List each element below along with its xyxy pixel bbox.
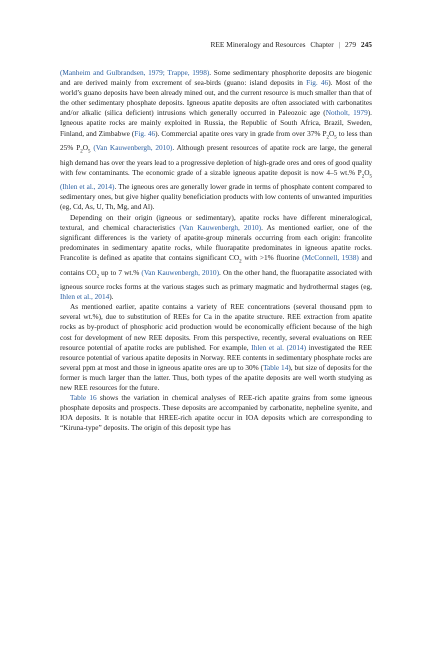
text-run: shows the variation in chemical analyses of REE-rich apatite grains from some igneous phosphate deposits and prospects. These deposits are accompanied by carbonatite, nepheline syenite, and IOA deposits. It is notable that HREE-rich apatite occur in IOA deposits which are corresponding to “Kiruna-type” deposits. The origin of this deposit type has [60, 393, 372, 433]
formula-element: CO [228, 252, 240, 262]
text-run: ). [109, 292, 114, 302]
text-run: to less than 25% [60, 128, 372, 153]
text-run: . As mentioned earlier, one of the significant differences is the variety of apatite-group minerals occurring from each origin: francolite predominates in sedimentary apatite rocks, while fluorapatite predominates in igneous apatite rocks. Francolite is defined as apatite that contains significant [60, 222, 372, 262]
text-run: ), but size of deposits for the former is much larger than the latter. Thus, both types of the apatite deposits are well worth studying as new REE resources for the future. [60, 362, 372, 392]
citation-link[interactable]: Table 16 [70, 393, 97, 403]
paragraph [60, 302, 372, 393]
text-run: ). Commercial apatite ores vary in grade from over 37% [155, 128, 323, 138]
running-header [210, 40, 372, 50]
paragraph [60, 393, 372, 433]
formula-element: P [322, 128, 327, 138]
body-text [60, 68, 372, 433]
paragraph [60, 68, 372, 213]
citation-link[interactable]: (Ihlen et al., 2014) [60, 182, 115, 192]
text-run: . Some sedimentary phosphorite deposits are biogenic and are derived mainly from excrement of sea-birds (guano: island deposits in [60, 68, 372, 88]
citation-link[interactable]: Notholt, 1979 [325, 108, 368, 118]
formula-element: P [76, 143, 81, 153]
citation-link[interactable]: (Van Kauwenbergh, 2010) [93, 143, 173, 153]
text-run: ). Most of the world’s guano deposits have been already mined out, and the current resource is much smaller than that of the other sedimentary phosphate deposits. Igneous apatite deposits are often associated with carbonatites and/or alkalic (silica deficient) intrusions which generally occurred in Paleozoic age ( [60, 78, 372, 118]
citation-link[interactable]: Ihlen et al. (2014) [251, 342, 307, 352]
formula-element: P [357, 167, 362, 177]
citation-link[interactable]: Table 14 [263, 362, 289, 372]
running-header-chapter-number: 279 [344, 40, 357, 49]
formula-element: O [329, 128, 335, 138]
text-run: up to 7 wt.% [99, 267, 142, 277]
text-run: investigated the REE resource potential of various apatite deposits in Norway. REE contents in sedimentary phosphate rocks are several ppm at most and those in igneous apatite ores are up to 30% ( [60, 342, 372, 372]
chemical-formula [76, 143, 91, 155]
chemical-formula [228, 252, 242, 265]
citation-link[interactable]: Fig. 46 [306, 78, 329, 88]
running-header-title: REE Mineralogy and Resources [210, 40, 306, 49]
formula-subscript: 2 [361, 174, 365, 180]
formula-element: CO [86, 267, 97, 277]
chemical-formula [322, 128, 337, 141]
citation-link[interactable]: Fig. 46 [134, 128, 156, 138]
text-run: and contains [60, 252, 372, 277]
citation-link[interactable]: (Van Kauwenbergh, 2010) [179, 222, 262, 232]
chemical-formula [86, 268, 99, 277]
chemical-formula [357, 167, 372, 180]
text-run: As mentioned earlier, apatite contains a variety of REE concentrations (several thousand ppm to several wt.%), due to substitution of REEs for Ca in the apatite structure. REE extraction from apatite rocks as by-product of phosphoric acid production would be economically efficient because of the high cost for development of new REE deposits. From this perspective, recently, several evaluations on REE resource potential of apatite rocks are published. For example, [60, 302, 372, 352]
text-run: . Although present resources of apatite rock are large, the general high demand has over the years lead to a progressive depletion of high-grade ores and ores of good quality with few contaminants. The economic grade of a sizable igneous apatite deposit is now 4–5 wt.% [60, 143, 373, 177]
page-number: 245 [360, 40, 372, 49]
formula-subscript: 5 [88, 149, 91, 155]
formula-subscript: 2 [96, 273, 100, 279]
text-run: ). Igneous apatite rocks are mainly exploited in Russia, the Republic of South Africa, Brazil, Sweden, Finland, and Zimbabwe ( [60, 108, 372, 138]
text-run: with >1% fluorine [241, 252, 303, 262]
text-run: . On the other hand, the fluorapatite associated with igneous source rocks forms at the various stages such as primary magmatic and hydrothermal stages (eg, [60, 267, 372, 292]
formula-subscript: 2 [326, 135, 330, 141]
text-run: . The igneous ores are generally lower grade in terms of phosphate content compared to sedimentary ones, but give higher quality beneficiation products with low contents of unwanted impurities (eg, Cd, As, U, Th, Mg, and Al). [60, 182, 372, 212]
citation-link[interactable]: (Manheim and Gulbrandsen, 1979; Trappe, 1998) [60, 68, 210, 77]
citation-link[interactable]: (Van Kauwenbergh, 2010) [141, 267, 220, 277]
citation-link[interactable]: (McConnell, 1938) [302, 252, 359, 262]
running-header-separator: | [338, 40, 341, 49]
citation-link[interactable]: Ihlen et al., 2014 [60, 292, 110, 302]
formula-subscript: 2 [80, 149, 83, 155]
formula-element: O [82, 143, 89, 153]
paragraph [60, 213, 372, 303]
running-header-chapter-label: Chapter [310, 40, 334, 49]
text-run: Depending on their origin (igneous or sedimentary), apatite rocks have different mineralogical, textural, and chemical characteristics [60, 212, 372, 232]
formula-subscript: 5 [334, 135, 337, 141]
formula-element: O [364, 167, 370, 177]
formula-subscript: 2 [239, 259, 242, 265]
formula-subscript: 5 [369, 174, 372, 180]
